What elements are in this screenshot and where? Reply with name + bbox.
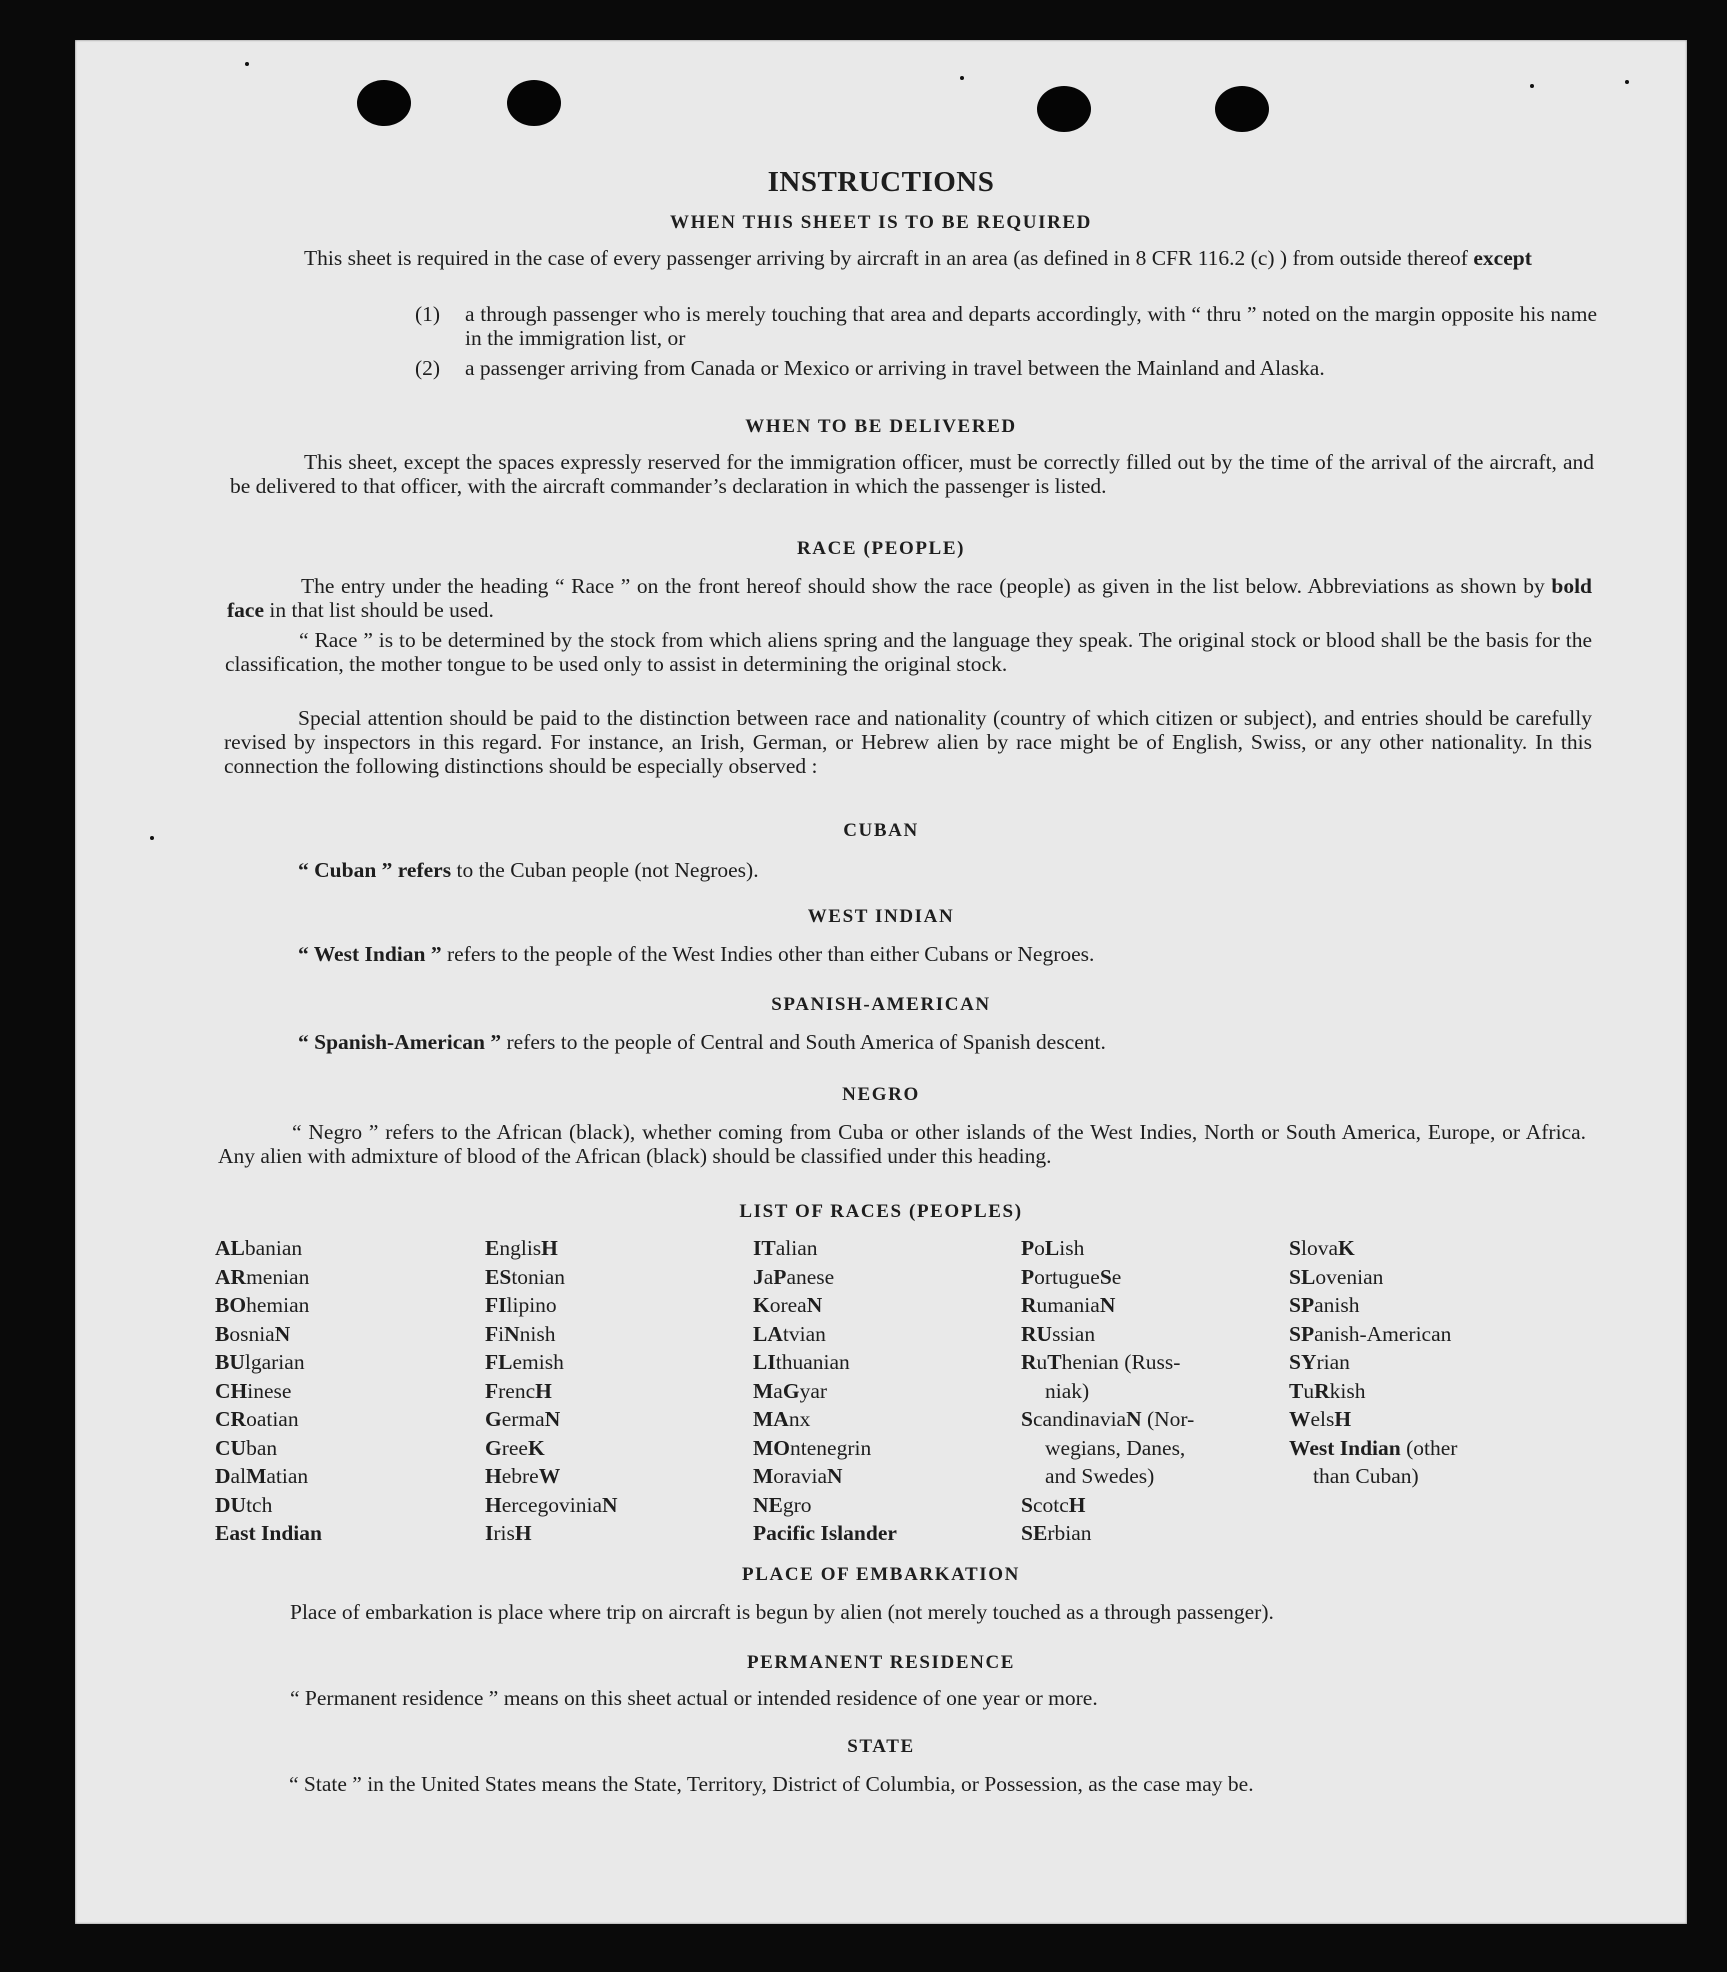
race-entry <box>1021 1405 1271 1491</box>
race-entry <box>753 1462 993 1491</box>
heading-permanent-residence: PERMANENT RESIDENCE <box>746 1652 1016 1673</box>
race-abbrev: H <box>1068 1492 1086 1517</box>
race-abbrev: G <box>485 1435 502 1460</box>
race-entry <box>485 1462 725 1491</box>
race-abbrev: T <box>1289 1378 1304 1403</box>
race-name-part: ebre <box>501 1464 539 1488</box>
race-name-part: anese <box>786 1264 835 1289</box>
race-abbrev: East Indian <box>215 1521 322 1545</box>
race-name-part: lipino <box>506 1293 557 1317</box>
race-entry <box>1289 1377 1539 1406</box>
race-abbrev: W <box>1289 1407 1311 1431</box>
race-entry <box>485 1348 725 1377</box>
race-name-part: anish <box>1314 1293 1360 1317</box>
race-abbrev: CR <box>215 1407 247 1431</box>
race-entry <box>1021 1263 1271 1292</box>
race-name-part: erma <box>501 1407 545 1431</box>
delivered-paragraph: This sheet, except the spaces expressly reserved for the immigration officer, must be correctly filled out by the time of the arrival of the aircraft, and be delivered to that officer, with the aircraft commander’s declaration in which the passenger is listed. <box>230 450 1594 498</box>
race-name-part: hemian <box>246 1293 310 1317</box>
race-column-4 <box>1021 1234 1271 1548</box>
heading-when-required: WHEN THIS SHEET IS TO BE REQUIRED <box>669 212 1093 233</box>
race-abbrev: BO <box>215 1293 247 1317</box>
spanish-american-definition: “ Spanish-American ” refers to the people of Central and South America of Spanish descent. <box>298 1030 1106 1054</box>
race-abbrev: B <box>215 1321 230 1346</box>
race-abbrev: K <box>753 1293 770 1317</box>
race-column-3 <box>753 1234 993 1548</box>
race-name-continuation: than Cuban) <box>1313 1464 1419 1488</box>
race-name-part: orea <box>769 1293 807 1317</box>
west-indian-definition: “ West Indian ” refers to the people of the West Indies other than either Cubans or Negroes. <box>298 942 1095 966</box>
race-abbrev: DU <box>215 1492 247 1517</box>
race-abbrev: J <box>753 1264 764 1289</box>
heading-west-indian: WEST INDIAN <box>807 906 955 927</box>
race-abbrev: F <box>485 1378 499 1403</box>
race-abbrev: West Indian <box>1289 1435 1401 1460</box>
race-abbrev: SL <box>1289 1264 1316 1289</box>
race-abbrev: H <box>485 1492 502 1517</box>
race-entry <box>485 1434 725 1463</box>
race-entry <box>1021 1320 1271 1349</box>
race-abbrev: N <box>806 1293 823 1317</box>
race-abbrev: N <box>602 1492 618 1517</box>
race-entry <box>485 1519 725 1548</box>
race-entry <box>215 1405 455 1434</box>
race-name-part: cotc <box>1032 1492 1069 1517</box>
race-entry <box>753 1348 993 1377</box>
race-name-part: thuanian <box>775 1350 850 1374</box>
race-abbrev: K <box>1338 1236 1355 1260</box>
race-abbrev: FI <box>485 1293 507 1317</box>
race-name-part: ercegovinia <box>501 1492 603 1517</box>
race-entry <box>1289 1234 1539 1263</box>
document-page <box>75 40 1687 1924</box>
race-name-part: yar <box>799 1378 828 1403</box>
race-paragraph-2: “ Race ” is to be determined by the stock from which aliens spring and the language they speak. The original stock or blood shall be the basis for the classification, the mother tongue to be used only to assist in determining the original stock. <box>225 628 1592 676</box>
race-entry <box>215 1377 455 1406</box>
race-entry <box>485 1405 725 1434</box>
race-abbrev: AL <box>215 1236 245 1260</box>
race-abbrev: M <box>753 1378 774 1403</box>
race-abbrev: IT <box>753 1236 776 1260</box>
race-name-part: ntenegrin <box>790 1435 872 1460</box>
race-entry <box>753 1263 993 1292</box>
race-entry <box>485 1263 725 1292</box>
residence-definition: “ Permanent residence ” means on this sheet actual or intended residence of one year or more. <box>290 1686 1098 1710</box>
race-name-part: ortugue <box>1034 1264 1100 1289</box>
race-abbrev: N <box>544 1407 561 1431</box>
race-abbrev: ES <box>485 1264 512 1289</box>
race-name-part: ban <box>246 1435 278 1460</box>
race-abbrev: N <box>1126 1407 1142 1431</box>
page-title: INSTRUCTIONS <box>767 166 995 198</box>
race-entry <box>1289 1291 1539 1320</box>
race-name-part: candinavia <box>1032 1407 1127 1431</box>
race-abbrev: N <box>827 1464 843 1488</box>
heading-race: RACE (PEOPLE) <box>796 538 966 559</box>
race-abbrev: P <box>1021 1236 1035 1260</box>
race-paragraph-1: The entry under the heading “ Race ” on the front hereof should show the race (people) as given in the list below. Abbreviations as shown by bold face in that list should be used. <box>227 574 1593 622</box>
race-name-part: tch <box>246 1492 273 1517</box>
race-abbrev: P <box>773 1264 787 1289</box>
race-abbrev: N <box>504 1321 520 1346</box>
race-abbrev: K <box>527 1435 545 1460</box>
race-abbrev: R <box>1314 1378 1330 1403</box>
race-abbrev: D <box>215 1464 231 1488</box>
race-entry <box>215 1491 455 1520</box>
race-name-part: rian <box>1316 1350 1350 1374</box>
race-entry <box>753 1320 993 1349</box>
race-name-continuation: and Swedes) <box>1045 1464 1155 1488</box>
race-name-part: els <box>1310 1407 1335 1431</box>
race-entry <box>215 1234 455 1263</box>
race-entry <box>753 1234 993 1263</box>
race-name-part: ree <box>501 1435 528 1460</box>
race-abbrev: FL <box>485 1350 513 1374</box>
race-name-part: al <box>230 1464 247 1488</box>
race-name-part: ovenian <box>1315 1264 1384 1289</box>
race-abbrev: LI <box>753 1350 776 1374</box>
race-name-part: oatian <box>246 1407 299 1431</box>
race-abbrev: SP <box>1289 1293 1315 1317</box>
race-entry <box>1021 1348 1271 1405</box>
race-entry <box>1289 1348 1539 1377</box>
race-name-part: ssian <box>1052 1321 1096 1346</box>
race-entry <box>485 1491 725 1520</box>
race-name-part: o <box>1034 1236 1045 1260</box>
race-abbrev: R <box>1021 1350 1037 1374</box>
race-name-part: (Nor- <box>1141 1407 1195 1431</box>
race-abbrev: F <box>485 1321 499 1346</box>
race-name-part: tonian <box>511 1264 566 1289</box>
race-name-continuation: wegians, Danes, <box>1045 1435 1186 1460</box>
race-entry <box>485 1377 725 1406</box>
race-abbrev: H <box>535 1378 552 1403</box>
race-name-part: atian <box>266 1464 309 1488</box>
race-name-part: anish-American <box>1314 1321 1452 1346</box>
race-abbrev: S <box>1289 1236 1301 1260</box>
race-paragraph-3: Special attention should be paid to the distinction between race and nationality (country of which citizen or subject), and entries should be carefully revised by inspectors in this regard. For instance, an Irish, German, or Hebrew alien by race might be of English, Swiss, or any other nationality. In this connection the following distinctions should be especially observed : <box>224 706 1592 778</box>
race-name-part: henian (Russ- <box>1061 1350 1181 1374</box>
race-abbrev: AR <box>215 1264 247 1289</box>
race-column-5 <box>1289 1234 1539 1491</box>
race-entry <box>215 1434 455 1463</box>
race-abbrev: SY <box>1289 1350 1317 1374</box>
race-abbrev: N <box>1099 1293 1116 1317</box>
race-name-part: renc <box>498 1378 536 1403</box>
race-name-part: ris <box>493 1521 515 1545</box>
race-name-part: tvian <box>782 1321 826 1346</box>
race-entry <box>215 1263 455 1292</box>
race-name-part: u <box>1303 1378 1315 1403</box>
race-entry <box>1289 1320 1539 1349</box>
race-abbrev: E <box>485 1236 500 1260</box>
race-abbrev: H <box>485 1464 502 1488</box>
race-entry <box>215 1348 455 1377</box>
race-name-part: i <box>498 1321 505 1346</box>
race-entry <box>1021 1291 1271 1320</box>
race-name-part: nish <box>519 1321 556 1346</box>
negro-paragraph: “ Negro ” refers to the African (black), whether coming from Cuba or other islands of the West Indies, North or South America, Europe, or Africa. Any alien with admixture of blood of the African (black) should be classified under this heading. <box>218 1120 1586 1168</box>
race-abbrev: CU <box>215 1435 247 1460</box>
race-abbrev: R <box>1021 1293 1037 1317</box>
exception-item-1: (1) a through passenger who is merely touching that area and departs accordingly, with “ thru ” noted on the margin opposite his name in the immigration list, or <box>415 302 1597 350</box>
race-abbrev: S <box>1021 1492 1033 1517</box>
race-abbrev: Pacific Islander <box>753 1521 897 1545</box>
race-abbrev: W <box>538 1464 561 1488</box>
race-abbrev: LA <box>753 1321 783 1346</box>
race-name-part: e <box>1111 1264 1122 1289</box>
race-entry <box>753 1519 993 1548</box>
heading-spanish-american: SPANISH-AMERICAN <box>771 994 991 1015</box>
race-abbrev: S <box>1099 1264 1112 1289</box>
race-name-part: umania <box>1036 1293 1100 1317</box>
race-abbrev: H <box>1334 1407 1352 1431</box>
race-abbrev: M <box>246 1464 267 1488</box>
race-name-part: lgarian <box>244 1350 305 1374</box>
race-entry <box>1021 1519 1271 1548</box>
race-abbrev: CH <box>215 1378 248 1403</box>
race-entry <box>215 1462 455 1491</box>
race-abbrev: L <box>1044 1236 1060 1260</box>
race-name-part: a <box>763 1264 774 1289</box>
race-abbrev: G <box>782 1378 800 1403</box>
required-paragraph: This sheet is required in the case of every passenger arriving by aircraft in an area (as defined in 8 CFR 116.2 (c) ) from outside thereof except <box>304 246 1532 270</box>
race-entry <box>215 1320 455 1349</box>
race-entry <box>1289 1405 1539 1434</box>
race-entry <box>1021 1491 1271 1520</box>
heading-when-delivered: WHEN TO BE DELIVERED <box>745 416 1017 437</box>
race-name-part: gro <box>782 1492 812 1517</box>
race-entry <box>485 1291 725 1320</box>
race-entry <box>753 1491 993 1520</box>
heading-cuban: CUBAN <box>843 820 919 841</box>
race-abbrev: M <box>753 1464 774 1488</box>
cuban-definition: “ Cuban ” refers to the Cuban people (not Negroes). <box>298 858 759 882</box>
race-abbrev: MA <box>753 1407 789 1431</box>
race-abbrev: MO <box>753 1435 791 1460</box>
race-entry <box>753 1377 993 1406</box>
race-name-part: lova <box>1300 1236 1338 1260</box>
race-abbrev: SE <box>1021 1521 1048 1545</box>
race-abbrev: P <box>1021 1264 1035 1289</box>
race-name-part: nglis <box>499 1236 542 1260</box>
race-abbrev: H <box>514 1521 532 1545</box>
race-name-continuation: niak) <box>1045 1378 1090 1403</box>
race-abbrev: SP <box>1289 1321 1315 1346</box>
race-name-part: rbian <box>1047 1521 1092 1545</box>
race-name-part: a <box>773 1378 783 1403</box>
race-name-part: banian <box>244 1236 303 1260</box>
race-name-part: osnia <box>229 1321 275 1346</box>
race-name-part: alian <box>775 1236 818 1260</box>
race-abbrev: NE <box>753 1492 783 1517</box>
race-entry <box>1289 1263 1539 1292</box>
race-name-part: ish <box>1059 1236 1085 1260</box>
race-abbrev: H <box>541 1236 558 1260</box>
race-abbrev: RU <box>1021 1321 1053 1346</box>
race-column-1 <box>215 1234 455 1548</box>
race-abbrev: T <box>1047 1350 1062 1374</box>
race-entry <box>1021 1234 1271 1263</box>
race-entry <box>753 1434 993 1463</box>
race-name-part: oravia <box>773 1464 828 1488</box>
embarkation-paragraph: Place of embarkation is place where trip on aircraft is begun by alien (not merely touched as a through passenger). <box>290 1600 1274 1624</box>
race-name-part: u <box>1036 1350 1048 1374</box>
race-column-2 <box>485 1234 725 1548</box>
race-list <box>215 1234 1595 1574</box>
race-entry <box>485 1320 725 1349</box>
heading-state: STATE <box>847 1736 915 1757</box>
race-entry <box>1289 1434 1539 1491</box>
heading-list-of-races: LIST OF RACES (PEOPLES) <box>739 1201 1023 1222</box>
race-name-part: inese <box>247 1378 292 1403</box>
race-abbrev: G <box>485 1407 502 1431</box>
heading-negro: NEGRO <box>842 1084 920 1105</box>
race-abbrev: N <box>274 1321 291 1346</box>
race-name-part: kish <box>1329 1378 1366 1403</box>
race-abbrev: BU <box>215 1350 245 1374</box>
race-entry <box>753 1291 993 1320</box>
race-entry <box>753 1405 993 1434</box>
heading-embarkation: PLACE OF EMBARKATION <box>742 1564 1020 1585</box>
race-name-part: menian <box>246 1264 310 1289</box>
race-name-part: emish <box>512 1350 564 1374</box>
race-name-part: nx <box>788 1407 811 1431</box>
race-name-part: (other <box>1400 1435 1458 1460</box>
race-entry <box>215 1519 455 1548</box>
race-abbrev: S <box>1021 1407 1033 1431</box>
state-paragraph: “ State ” in the United States means the State, Territory, District of Columbia, or Possession, as the case may be. <box>289 1772 1254 1796</box>
race-abbrev: I <box>485 1521 494 1545</box>
race-entry <box>215 1291 455 1320</box>
exception-item-2: (2) a passenger arriving from Canada or Mexico or arriving in travel between the Mainland and Alaska. <box>415 356 1325 380</box>
race-entry <box>485 1234 725 1263</box>
